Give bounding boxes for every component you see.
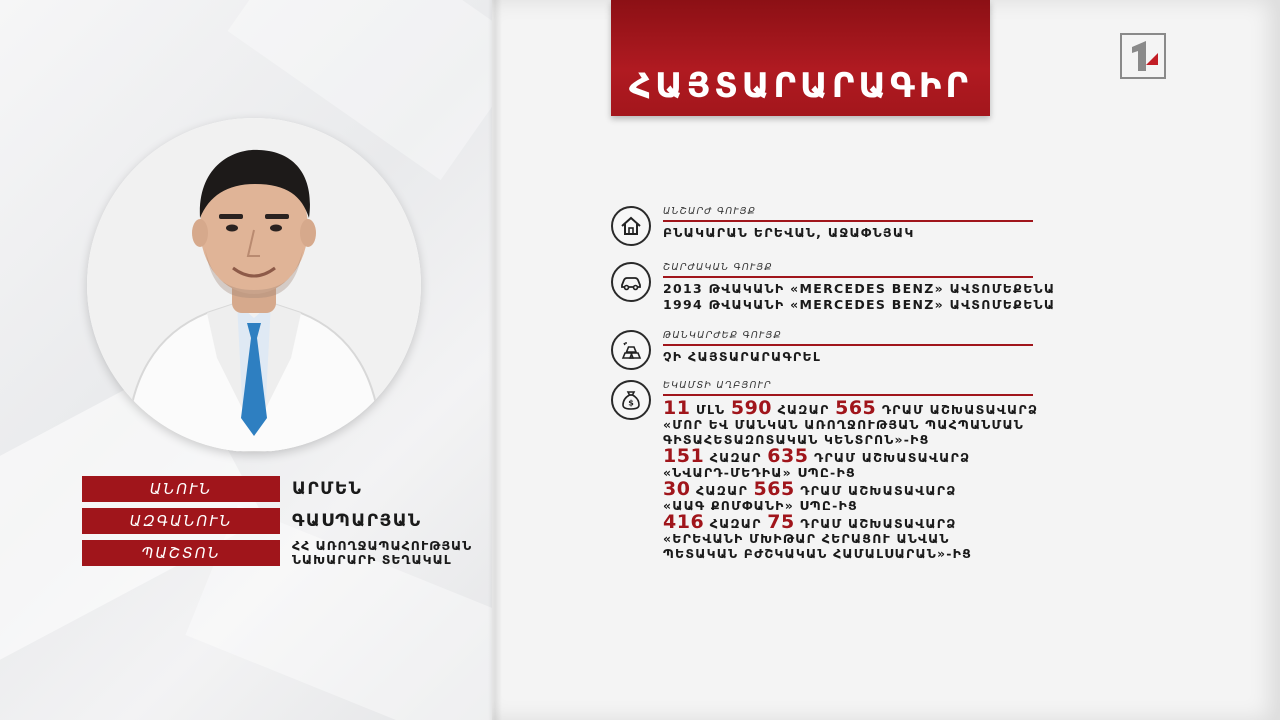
movable-item: 1994 ԹՎԱԿԱՆԻ «MERCEDES BENZ» ԱՎՏՈՄԵՔԵՆԱ	[663, 297, 1056, 312]
income-header: ԵԿԱՄՏԻ ԱՂԲՅՈՒՐ	[663, 380, 772, 391]
section-underline	[663, 276, 1033, 278]
first-name-row	[82, 476, 492, 502]
last-name-label: ԱԶԳԱՆՈՒՆ	[82, 508, 280, 534]
gold-bars-icon	[611, 330, 651, 370]
income-number: 635	[767, 445, 809, 467]
position-value	[292, 539, 492, 567]
section-underline	[663, 344, 1033, 346]
section-underline	[663, 220, 1033, 222]
income-section	[611, 380, 1039, 580]
money-bag-icon	[611, 380, 651, 420]
position-line: ՆԱԽԱՐԱՐԻ ՏԵՂԱԿԱԼ	[292, 552, 452, 567]
title-banner	[611, 0, 990, 116]
income-source: «ԵՐԵՎԱՆԻ ՄԽԻԹԱՐ ՀԵՐԱՑՈՒ ԱՆՎԱՆ	[663, 531, 950, 546]
income-number: 11	[663, 397, 691, 419]
section-underline	[663, 394, 1033, 396]
income-unit: ՀԱԶԱՐ	[709, 450, 762, 465]
movable-body	[663, 281, 1055, 313]
income-unit: ԴՐԱՄ ԱՇԽԱՏԱՎԱՐՁ	[881, 402, 1039, 417]
income-unit: ՀԱԶԱՐ	[709, 516, 762, 531]
page-title: ՀԱՅՏԱՐԱՐԱԳԻՐ	[628, 66, 973, 106]
last-name-value: ԳԱՍՊԱՐՅԱՆ	[292, 511, 422, 531]
position-line: ՀՀ ԱՌՈՂՋԱՊԱՀՈՒԹՅԱՆ	[292, 538, 473, 553]
left-panel	[0, 0, 492, 720]
income-source: ԳԻՏԱՀԵՏԱԶՈՏԱԿԱՆ ԿԵՆՏՐՈՆ»-ԻՑ	[663, 432, 930, 447]
income-number: 75	[767, 511, 795, 533]
movable-section	[611, 262, 1056, 322]
car-icon	[611, 262, 651, 302]
real-estate-header: ԱՆՇԱՐԺ ԳՈՒՅՔ	[663, 206, 757, 217]
income-body	[663, 397, 1039, 563]
income-unit: ԴՐԱՄ ԱՇԽԱՏԱՎԱՐՁ	[800, 483, 957, 498]
income-number: 151	[663, 445, 705, 467]
income-entry	[663, 511, 1038, 561]
income-unit: ՄԼՆ	[696, 402, 726, 417]
svg-text:$: $	[628, 398, 634, 408]
income-source: «ՆՎԱՐԴ-ՄԵԴԻԱ» ՍՊԸ-ԻՑ	[663, 465, 856, 480]
valuables-section	[611, 330, 1031, 374]
income-number: 30	[663, 478, 691, 500]
real-estate-body	[663, 225, 915, 241]
income-unit: ՀԱԶԱՐ	[777, 402, 830, 417]
movable-header: ՇԱՐԺԱԿԱՆ ԳՈՒՅՔ	[663, 262, 773, 273]
first-name-value: ԱՐՄԵՆ	[292, 479, 363, 499]
income-unit: ԴՐԱՄ ԱՇԽԱՏԱՎԱՐՁ	[814, 450, 971, 465]
income-number: 590	[730, 397, 773, 419]
position-row	[82, 540, 492, 566]
valuables-header: ԹԱՆԿԱՐԺԵՔ ԳՈՒՅՔ	[663, 330, 782, 341]
income-entry	[663, 445, 1038, 480]
panel-divider	[488, 0, 502, 720]
first-name-label: ԱՆՈՒՆ	[82, 476, 280, 502]
income-source: ՊԵՏԱԿԱՆ ԲԺՇԿԱԿԱՆ ՀԱՄԱԼՍԱՐԱՆ»-ԻՑ	[663, 546, 973, 561]
income-number: 565	[835, 397, 877, 419]
valuables-item: ՉԻ ՀԱՅՏԱՐԱՐԱԳՐԵԼ	[663, 349, 822, 364]
income-unit: ՀԱԶԱՐ	[696, 483, 748, 498]
movable-item: 2013 ԹՎԱԿԱՆԻ «MERCEDES BENZ» ԱՎՏՈՄԵՔԵՆԱ	[663, 281, 1056, 296]
real-estate-section	[611, 206, 1031, 250]
person-photo	[87, 118, 421, 452]
channel-one-logo	[1120, 33, 1166, 79]
income-source: «ԱԱԳ ՔՈՄՓԱՆԻ» ՍՊԸ-ԻՑ	[663, 498, 858, 513]
income-number: 565	[753, 478, 795, 500]
valuables-body	[663, 349, 821, 365]
income-number: 416	[663, 511, 705, 533]
income-entry	[663, 478, 1038, 513]
house-icon	[611, 206, 651, 246]
income-unit: ԴՐԱՄ ԱՇԽԱՏԱՎԱՐՁ	[800, 516, 957, 531]
income-source: «ՄՈՐ ԵՎ ՄԱՆԿԱՆ ԱՌՈՂՋՈՒԹՅԱՆ ՊԱՀՊԱՆՄԱՆ	[663, 417, 1024, 432]
income-entry	[663, 397, 1039, 447]
real-estate-item: ԲՆԱԿԱՐԱՆ ԵՐԵՎԱՆ, ԱՋԱՓՆՅԱԿ	[663, 225, 915, 240]
last-name-row	[82, 508, 492, 534]
position-label: ՊԱՇՏՈՆ	[82, 540, 280, 566]
